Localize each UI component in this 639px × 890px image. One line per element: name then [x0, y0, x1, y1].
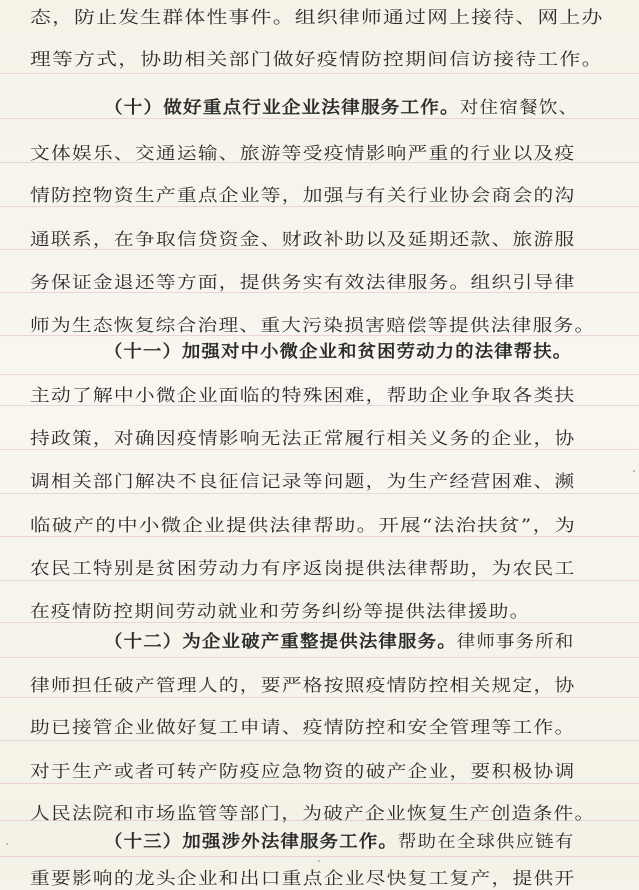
ruled-line	[0, 374, 639, 375]
body-text: 文体娱乐、交通运输、旅游等受疫情影响严重的行业以及疫	[30, 144, 576, 164]
body-text: 对住宿餐饮、	[459, 98, 579, 118]
body-text: 通联系，在争取信贷资金、财政补助以及延期还款、旅游服	[30, 230, 576, 250]
text-line	[30, 717, 575, 739]
scan-speck	[318, 860, 320, 862]
text-line	[30, 7, 604, 29]
body-text: 持政策，对确因疫情影响无法正常履行相关义务的企业，协	[30, 429, 576, 449]
ruled-line	[0, 493, 639, 494]
ruled-line	[0, 657, 639, 658]
text-line	[30, 185, 575, 207]
body-text: 情防控物资生产重点企业等，加强与有关行业协会商会的沟	[30, 186, 576, 206]
text-line	[30, 868, 575, 890]
ruled-line	[0, 783, 639, 784]
text-line	[30, 143, 575, 165]
body-text: 人民法院和市场监管等部门，为破产企业恢复生产创造条件。	[30, 804, 596, 824]
text-line	[104, 341, 572, 363]
text-line	[30, 601, 530, 623]
body-text: 理等方式，协助相关部门做好疫情防控期间信访接待工作。	[30, 50, 604, 70]
body-text: 重要影响的龙头企业和出口重点企业尽快复工复产，提供开	[30, 869, 576, 889]
text-line	[30, 385, 575, 407]
text-line	[30, 471, 575, 493]
text-line	[30, 761, 575, 783]
text-line	[30, 428, 575, 450]
ruled-line	[0, 740, 639, 741]
body-text: 调相关部门解决不良征信记录等问题，为生产经营困难、濒	[30, 472, 576, 492]
body-text: 务保证金退还等方面，提供务实有效法律服务。组织引导律	[30, 273, 576, 293]
text-line	[30, 229, 575, 251]
text-line	[30, 803, 595, 825]
body-text: 师为生态恢复综合治理、重大污染损害赔偿等提供法律服务。	[30, 316, 596, 336]
text-line	[104, 831, 574, 853]
text-line	[30, 558, 575, 580]
heading-text: （十）做好重点行业企业法律服务工作。	[104, 98, 460, 118]
body-text: 律师担任破产管理人的，要严格按照疫情防控相关规定，协	[30, 676, 576, 696]
body-text: 农民工特别是贫困劳动力有序返岗提供法律帮助，为农民工	[30, 559, 576, 579]
ruled-line	[0, 697, 639, 698]
text-line	[104, 631, 574, 653]
heading-text: （十一）加强对中小微企业和贫困劳动力的法律帮扶。	[104, 342, 573, 362]
body-text: 对于生产或者可转产防疫应急物资的破产企业，要积极协调	[30, 762, 576, 782]
scan-speck	[633, 470, 635, 472]
text-line	[30, 272, 575, 294]
heading-text: （十二）为企业破产重整提供法律服务。	[104, 632, 457, 652]
ruled-line	[0, 73, 639, 74]
body-text: 主动了解中小微企业面临的特殊困难，帮助企业争取各类扶	[30, 386, 576, 406]
scan-speck	[6, 843, 8, 845]
body-text: 在疫情防控期间劳动就业和劳务纠纷等提供法律援助。	[30, 602, 531, 622]
body-text: 临破产的中小微企业提供法律帮助。开展“法治扶贫”，为	[30, 516, 577, 536]
text-line	[30, 515, 576, 537]
ruled-line	[0, 856, 639, 857]
body-text: 律师事务所和	[456, 632, 575, 652]
body-text: 助已接管企业做好复工申请、疫情防控和安全管理等工作。	[30, 718, 576, 738]
ruled-line	[0, 580, 639, 581]
text-line	[30, 49, 604, 71]
heading-text: （十三）加强涉外法律服务工作。	[104, 832, 399, 852]
body-text: 帮助在全球供应链有	[398, 832, 575, 852]
text-line	[30, 315, 595, 337]
body-text: 态，防止发生群体性事件。组织律师通过网上接待、网上办	[30, 8, 604, 28]
text-line	[30, 675, 575, 697]
text-line	[104, 97, 578, 119]
